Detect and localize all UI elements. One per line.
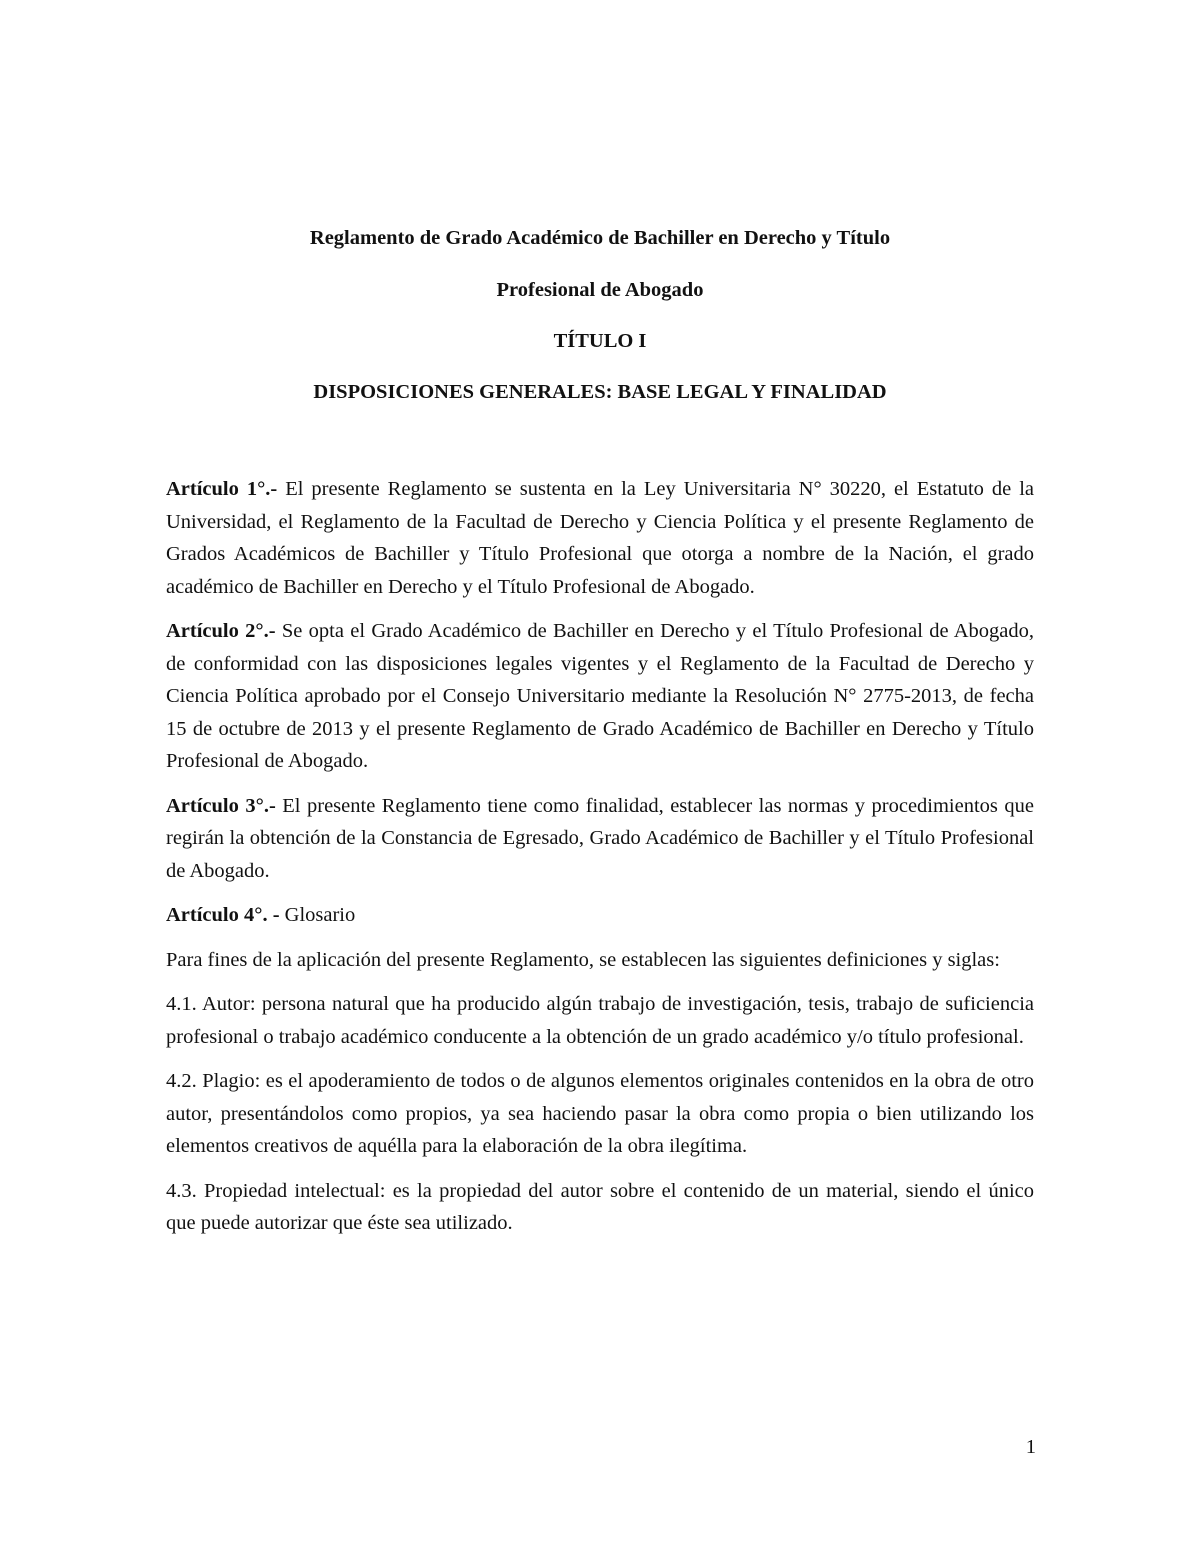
section-title: TÍTULO I — [553, 330, 647, 352]
article-3-text: El presente Reglamento tiene como finalidad, establecer las normas y procedimientos que regirán la obtención de la Constancia de Egresado, Grado Académico de Bachiller y el Título Profesional de Abogado. — [166, 794, 1035, 882]
article-4-label: Artículo 4°. - — [166, 904, 280, 926]
article-4 — [166, 899, 1034, 932]
definition-propiedad-intelectual: 4.3. Propiedad intelectual: es la propiedad del autor sobre el contenido de un material, siendo el único que puede autorizar que éste sea utilizado. — [166, 1179, 1034, 1234]
section-subtitle: DISPOSICIONES GENERALES: BASE LEGAL Y FINALIDAD — [313, 381, 887, 403]
article-4-text: Glosario — [279, 904, 356, 926]
article-1 — [166, 473, 1034, 603]
page-number: 1 — [1025, 1436, 1036, 1458]
definition-plagio: 4.2. Plagio: es el apoderamiento de todos o de algunos elementos originales contenidos en la obra de otro autor, presentándolos como propios, ya sea haciendo pasar la obra como propia o bien utilizando los elementos creativos de aquélla para la elaboración de la obra ilegítima. — [166, 1070, 1034, 1157]
glossary-intro: Para fines de la aplicación del presente Reglamento, se establecen las siguientes definiciones y siglas: — [166, 948, 1000, 971]
document-body — [166, 473, 1034, 1252]
article-2 — [166, 615, 1034, 778]
document-title-line-2: Profesional de Abogado — [496, 279, 704, 301]
document-title-line-1: Reglamento de Grado Académico de Bachiller en Derecho y Título — [309, 227, 891, 249]
article-3 — [166, 790, 1034, 888]
article-2-label: Artículo 2°.- — [166, 620, 276, 642]
article-2-text: Se opta el Grado Académico de Bachiller en Derecho y el Título Profesional de Abogado, de conformidad con las disposiciones legales vigentes y el Reglamento de la Facultad de Derecho y Ciencia Política aprobado por el Consejo Universitario mediante la Resolución N° 2775-2013, de fecha 15 de octubre de 2013 y el presente Reglamento de Grado Académico de Bachiller en Derecho y Título Profesional de Abogado. — [166, 620, 1034, 772]
article-1-label: Artículo 1°.- — [166, 478, 278, 500]
definition-autor: 4.1. Autor: persona natural que ha producido algún trabajo de investigación, tesis, trabajo de suficiencia profesional o trabajo académico conducente a la obtención de un grado académico y/o título profesional. — [166, 993, 1034, 1048]
article-1-text: El presente Reglamento se sustenta en la Ley Universitaria N° 30220, el Estatuto de la Universidad, el Reglamento de la Facultad de Derecho y Ciencia Política y el presente Reglamento de Grados Académicos de Bachiller y Título Profesional que otorga a nombre de la Nación, el grado académico de Bachiller en Derecho y el Título Profesional de Abogado. — [166, 478, 1034, 598]
article-3-label: Artículo 3°.- — [166, 794, 276, 817]
